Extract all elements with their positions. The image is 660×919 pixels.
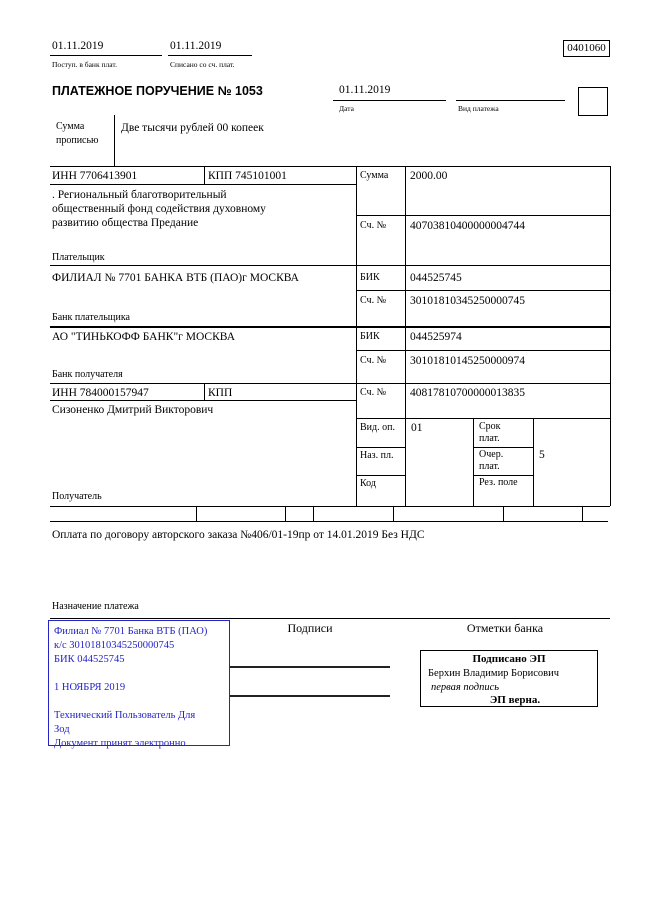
- table-line: [50, 184, 356, 185]
- amount-label: Сумма: [360, 170, 389, 181]
- vid-op-label: Вид. оп.: [360, 422, 395, 433]
- strip-divider: [503, 506, 504, 521]
- table-line: [50, 506, 610, 507]
- bank-stamp-line-7: Документ принят электронно: [54, 738, 186, 749]
- table-line: [356, 166, 357, 506]
- table-line: [356, 215, 610, 216]
- ocher-plat-label-2: плат.: [479, 461, 500, 472]
- payment-kind-label: Вид платежа: [458, 104, 499, 113]
- payer-account-label: Сч. №: [360, 220, 387, 231]
- amount-value: 2000.00: [410, 170, 448, 182]
- ocher-plat-label-1: Очер.: [479, 449, 504, 460]
- signature-line-1: [230, 666, 390, 668]
- table-line: [50, 400, 356, 401]
- purpose-section-line: [50, 618, 610, 619]
- date-debited-value: 01.11.2019: [170, 40, 222, 52]
- beneficiary-bank-bik-label: БИК: [360, 331, 380, 342]
- beneficiary-kpp: КПП: [208, 387, 233, 399]
- table-line: [356, 447, 405, 448]
- ocher-plat-value: 5: [539, 449, 545, 461]
- rez-pole-label: Рез. поле: [479, 477, 518, 488]
- beneficiary-section-label: Получатель: [52, 491, 102, 502]
- beneficiary-inn: ИНН 784000157947: [52, 387, 149, 399]
- amount-words-label-1: Сумма: [56, 121, 85, 132]
- payment-purpose-text: Оплата по договору авторского заказа №406/01-19пр от 14.01.2019 Без НДС: [52, 529, 425, 541]
- payer-kpp: КПП 745101001: [208, 170, 287, 182]
- payer-bank-bik-value: 044525745: [410, 272, 462, 284]
- table-line: [50, 166, 610, 167]
- amount-words-label-2: прописью: [56, 135, 99, 146]
- bank-stamp-line-1: Филиал № 7701 Банка ВТБ (ПАО): [54, 626, 208, 637]
- beneficiary-bank-section-label: Банк получателя: [52, 369, 123, 380]
- signature-line-2: [230, 695, 390, 697]
- table-line: [533, 418, 534, 506]
- table-line: [610, 166, 611, 506]
- payer-bank-name: ФИЛИАЛ № 7701 БАНКА ВТБ (ПАО)г МОСКВА: [52, 272, 299, 284]
- amount-words-divider: [114, 115, 115, 166]
- beneficiary-bank-account-label: Сч. №: [360, 355, 387, 366]
- esignature-verified: ЭП верна.: [489, 694, 541, 706]
- payer-bank-account-label: Сч. №: [360, 295, 387, 306]
- payer-account-value: 40703810400000004744: [410, 220, 525, 232]
- payer-bank-account-value: 30101810345250000745: [410, 295, 525, 307]
- payer-inn: ИНН 7706413901: [52, 170, 138, 182]
- srok-plat-label-2: плат.: [479, 433, 500, 444]
- table-line: [50, 265, 610, 266]
- document-title: ПЛАТЕЖНОЕ ПОРУЧЕНИЕ № 1053: [52, 84, 263, 98]
- payer-name-line2: общественный фонд содействия духовному: [52, 203, 266, 215]
- table-line: [473, 475, 533, 476]
- beneficiary-bank-account-value: 30101810145250000974: [410, 355, 525, 367]
- amount-words-value: Две тысячи рублей 00 копеек: [121, 122, 264, 134]
- strip-divider: [313, 506, 314, 521]
- date-received-label: Поступ. в банк плат.: [52, 60, 117, 69]
- beneficiary-bank-name: АО "ТИНЬКОФФ БАНК"г МОСКВА: [52, 331, 236, 343]
- esignature-stamp-title: Подписано ЭП: [472, 653, 546, 665]
- table-line-thick: [50, 326, 610, 328]
- table-line: [473, 418, 474, 506]
- table-line: [405, 166, 406, 506]
- document-date-underline: [333, 100, 446, 101]
- document-date-label: Дата: [339, 104, 354, 113]
- payer-name-line3: развитию общества Предание: [52, 217, 199, 229]
- payment-kind-checkbox: [578, 87, 608, 116]
- srok-plat-label-1: Срок: [479, 421, 501, 432]
- payer-bank-bik-label: БИК: [360, 272, 380, 283]
- payer-name-line1: . Региональный благотворительный: [52, 189, 227, 201]
- table-line: [50, 383, 610, 384]
- beneficiary-account-label: Сч. №: [360, 387, 387, 398]
- naz-pl-label: Наз. пл.: [360, 450, 394, 461]
- strip-divider: [196, 506, 197, 521]
- date-debited-underline: [168, 55, 252, 56]
- table-line: [473, 447, 533, 448]
- table-line: [204, 383, 205, 400]
- vid-op-value: 01: [411, 422, 423, 434]
- bank-stamp-line-2: к/с 30101810345250000745: [54, 640, 175, 651]
- date-debited-label: Списано со сч. плат.: [170, 60, 235, 69]
- document-date-value: 01.11.2019: [339, 84, 391, 96]
- form-code-box: 0401060: [563, 40, 610, 57]
- bank-stamp-line-5: Технический Пользователь Для: [54, 710, 196, 721]
- bank-stamp-line-4: 1 НОЯБРЯ 2019: [54, 682, 126, 693]
- esignature-signer-name: Берхин Владимир Борисович: [428, 668, 559, 679]
- strip-divider: [393, 506, 394, 521]
- table-line: [356, 418, 610, 419]
- strip-divider: [285, 506, 286, 521]
- beneficiary-bank-bik-value: 044525974: [410, 331, 462, 343]
- beneficiary-account-value: 40817810700000013835: [410, 387, 525, 399]
- beneficiary-name: Сизоненко Дмитрий Викторович: [52, 404, 214, 416]
- table-line: [204, 166, 205, 184]
- payment-purpose-label: Назначение платежа: [52, 601, 139, 612]
- esignature-note: первая подпись: [431, 682, 500, 693]
- signatures-heading: Подписи: [287, 621, 333, 635]
- table-line: [50, 521, 608, 522]
- payment-kind-underline: [456, 100, 565, 101]
- strip-divider: [582, 506, 583, 521]
- payer-bank-section-label: Банк плательщика: [52, 312, 130, 323]
- bank-stamp-line-3: БИК 044525745: [54, 654, 125, 665]
- table-line: [356, 475, 405, 476]
- table-line: [356, 290, 610, 291]
- bank-stamp-line-6: Зод: [54, 724, 70, 735]
- bank-marks-heading: Отметки банка: [466, 621, 544, 635]
- table-line: [356, 350, 610, 351]
- kod-label: Код: [360, 478, 376, 489]
- date-received-underline: [50, 55, 162, 56]
- date-received-value: 01.11.2019: [52, 40, 104, 52]
- payer-section-label: Плательщик: [52, 252, 105, 263]
